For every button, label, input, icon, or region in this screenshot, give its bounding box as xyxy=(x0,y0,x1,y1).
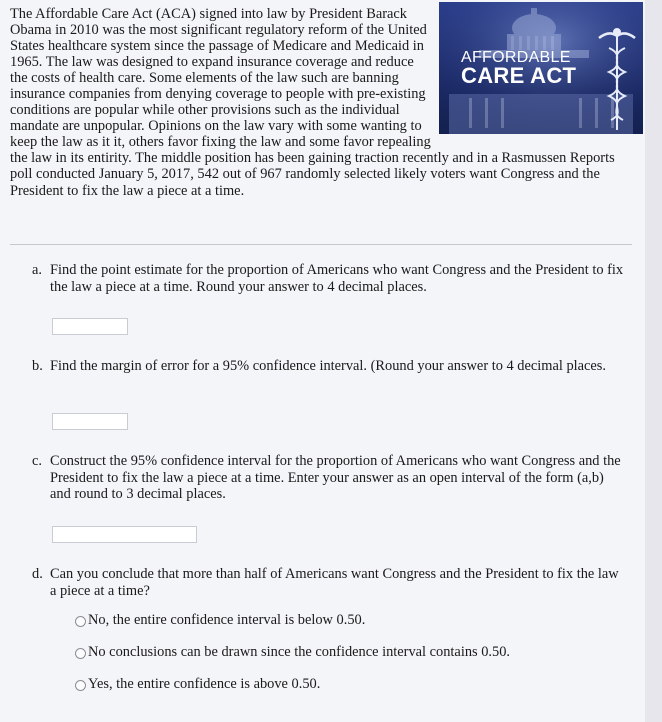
option-d-2[interactable] xyxy=(75,644,510,661)
answer-a-input[interactable] xyxy=(52,318,128,335)
answer-c-input[interactable] xyxy=(52,526,197,543)
question-c-text: Construct the 95% confidence interval for the proportion of Americans who want Congress and the President to fix the law a piece at a time. Enter your answer as an open interval of the form (a,b) and round to 3 decimal places. xyxy=(50,453,621,502)
answer-b-input[interactable] xyxy=(52,413,128,430)
question-a-text: Find the point estimate for the proportion of Americans who want Congress and the President to fix the law a piece at a time. Round your answer to 4 decimal places. xyxy=(50,262,624,295)
question-b-text: Find the margin of error for a 95% confidence interval. (Round your answer to 4 decimal places. xyxy=(50,358,606,374)
intro-paragraph: The Affordable Care Act (ACA) signed into law by President Barack Obama in 2010 was the most significant regulatory reform of the United States healthcare system since the passage of Medicare and Medicaid in 1965. The law was designed to expand insurance coverage and reduce the costs of health care. Some elements of the law such are banning insurance companies from denying coverage to people with pre-existing conditions are popular while other provisions such as the individual mandate are unpopular. Opinions on the law vary with some wanting to keep the law as it it, others favor fixing the law and some favor repealing the law in its entirity. The middle position has been gaining traction recently and in a Rasmussen Reports poll conducted January 5, 2017, 542 out of 967 randomly selected likely voters want Congress and the President to fix the law a piece at a time. xyxy=(10,6,615,199)
aca-banner-image xyxy=(439,2,643,134)
question-b xyxy=(32,358,627,375)
question-a-label: a. xyxy=(32,262,42,278)
option-d-1-text: No, the entire confidence interval is below 0.50. xyxy=(88,612,366,628)
page-scrollbar[interactable] xyxy=(645,0,662,722)
question-a xyxy=(32,262,627,295)
banner-title-line2: CARE ACT xyxy=(461,63,577,88)
banner-title-line1: AFFORDABLE xyxy=(461,49,571,66)
option-d-3-text: Yes, the entire confidence is above 0.50. xyxy=(88,676,321,692)
radio-button[interactable] xyxy=(75,648,86,659)
option-d-1[interactable] xyxy=(75,612,365,629)
radio-button[interactable] xyxy=(75,680,86,691)
question-d-text: Can you conclude that more than half of Americans want Congress and the President to fix the law a piece at a time? xyxy=(50,566,619,599)
question-d xyxy=(32,566,627,599)
question-c-label: c. xyxy=(32,453,42,469)
question-c xyxy=(32,453,627,503)
option-d-3[interactable] xyxy=(75,676,320,693)
section-divider xyxy=(10,244,632,245)
option-d-2-text: No conclusions can be drawn since the confidence interval contains 0.50. xyxy=(88,644,510,660)
intro-section xyxy=(10,6,632,199)
question-d-label: d. xyxy=(32,566,43,582)
radio-button[interactable] xyxy=(75,616,86,627)
question-b-label: b. xyxy=(32,358,43,374)
